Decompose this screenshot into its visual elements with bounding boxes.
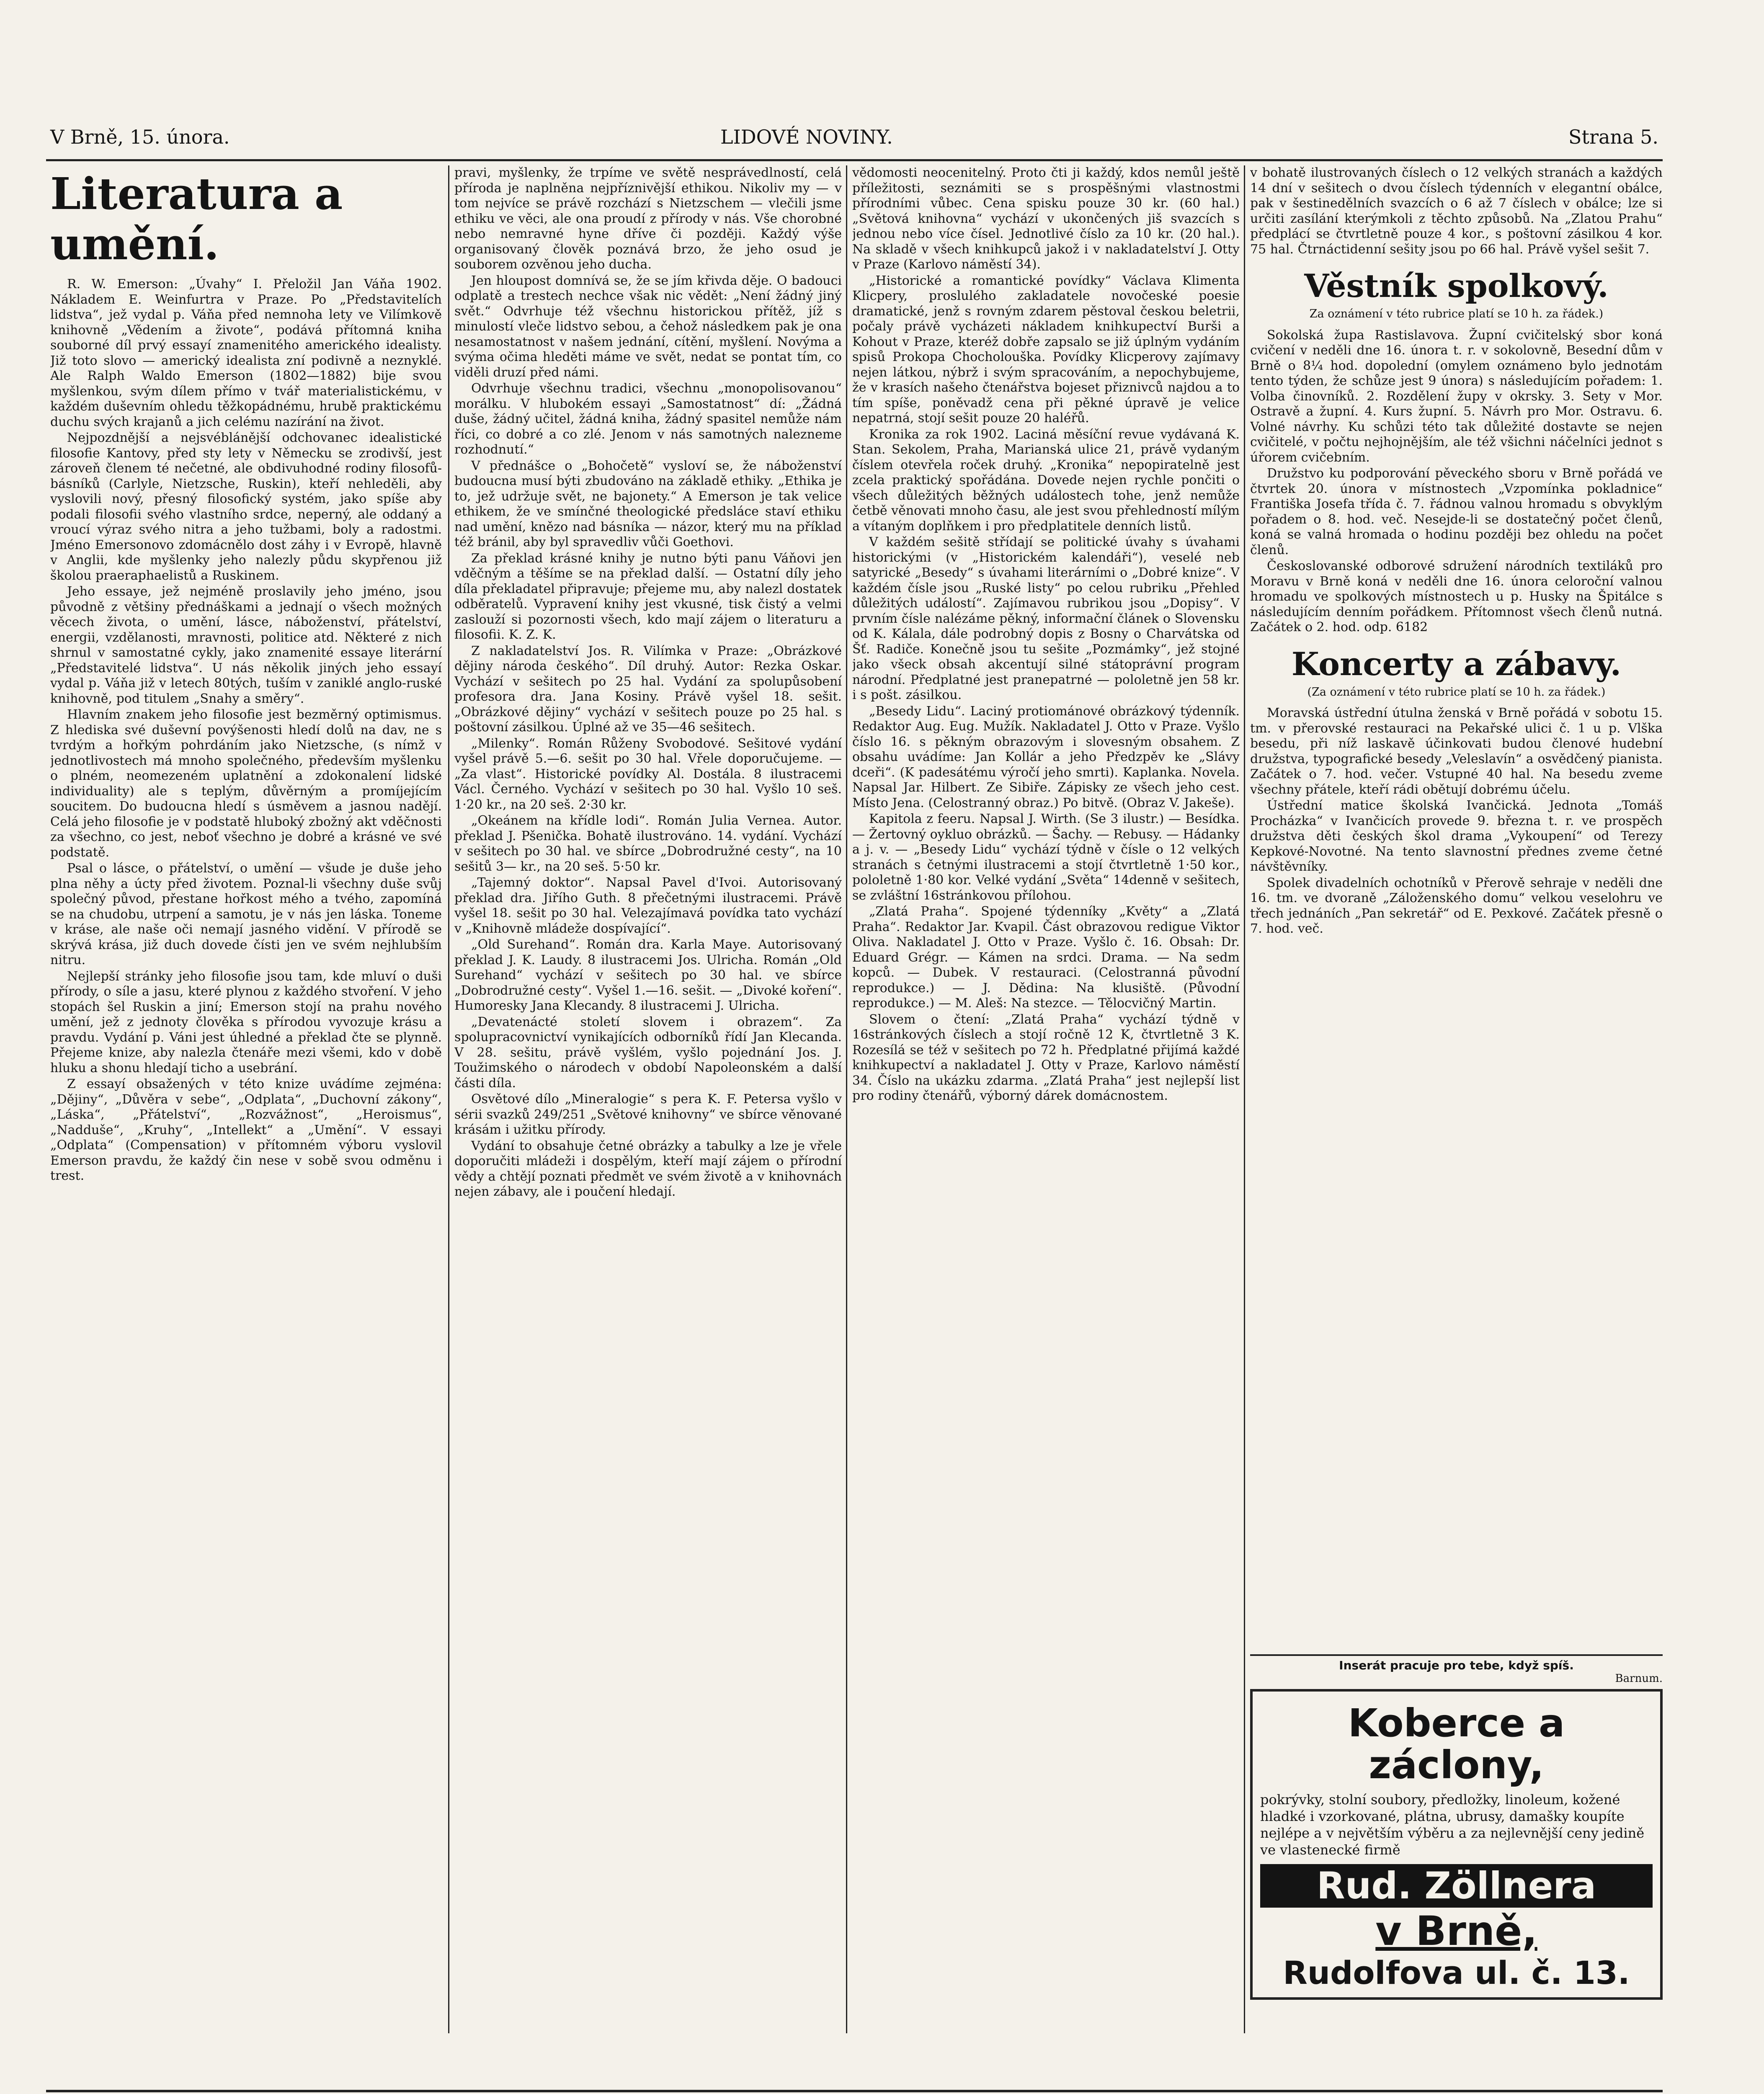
article-paragraph: Za překlad krásné knihy je nutno býti panu Váňovi jen vděčným a těšíme se na překlad další. — Ostatní díly jeho díla překladatel připravuje; přejeme mu, aby nalezl dostatek odběratelů. Vypravení knihy jest vkusné, tisk čistý a velmi zaslouží si pozornosti všech, kdo mají zájem o literaturu a filosofii. K. Z. K. (454, 551, 842, 642)
article-paragraph: Psal o lásce, o přátelství, o umění — všude je duše jeho plna něhy a úcty před životem. Poznal-li všechny duše svůj společný původ, přestane hořkost mého a tvého, zapomíná se na chudobu, utrpení a samotu, je v nás jen láska. Toneme v kráse, ale naše oči nemají jasného vidění. V přírodě se skrývá krása, již duch dovede čísti jen ve svém nejhlubším nitru. (50, 861, 442, 967)
header-newspaper-title: LIDOVÉ NOVINY. (720, 126, 893, 148)
article-paragraph: „Historické a romantické povídky“ Václava Klimenta Klicpery, proslulého zakladatele novočeské poesie dramatické, jenž s rovným zdarem pěstoval českou beletrii, počaly právě vycházeti nákladem knihkupectví Burši a Kohout v Praze, kteréž dobře zapsalo se již úplným vydáním spisů Prokopa Chocholouška. Povídky Klicperovy zajímavy nejen látkou, nýbrž i svým spracováním, a nepochybujeme, že v krasích našeho čtenářstva bojeset přiznivců najdou a to tím spíše, poněvadž cena při pěkné úpravě je velice nepatrná, stojí sešit pouze 20 haléřů. (852, 273, 1240, 426)
article-paragraph: Českoslovanské odborové sdružení národních textiláků pro Moravu v Brně koná v neděli dne 16. února celoroční valnou hromadu ve spolkových místnostech u p. Husky na Špitálce s následujícím denním pořádkem. Přítomnost všech členů nutná. Začátek o 2. hod. odp. 6182 (1250, 559, 1663, 634)
ad-serial: 6164 (1265, 1867, 1277, 1893)
article-paragraph: Kapitola z feeru. Napsal J. Wirth. (Se 3 ilustr.) — Besídka. — Žertovný oykluo obrázků. — Šachy. — Rebusy. — Hádanky a j. v. — „Besedy Lidu“ vychází týdně v čísle o 12 velkých stranách s četnými ilustracemi a stojí čtvrtletně 1·50 kor., pololetně 1·80 kor. Velké vydání „Světa“ 14denně v sešitech, se zvláštní 16stránkovou přílohou. (852, 812, 1240, 903)
article-paragraph: Slovem o čtení: „Zlatá Praha“ vychází týdně v 16stránkových číslech a stojí ročně 12 K, čtvrtletně 3 K. Rozesílá se též v sešitech po 72 h. Předplatné přijímá každé knihkupectví a nakladatel J. Otty v Praze, Karlovo náměstí 34. Číslo na ukázku zdarma. „Zlatá Praha“ jest nejlepší list pro rodiny čtenářů, výborný dárek domácnostem. (852, 1012, 1240, 1103)
article-paragraph: Odvrhuje všechnu tradici, všechnu „monopolisovanou“ morálku. V hlubokém essayi „Samostatnost“ dí: „Žádná duše, žádný učitel, žádná kniha, žádný spasitel nemůže nám říci, co dobré a co zlé. Jenom v nás samotných nalezneme rozhodnutí.“ (454, 381, 842, 457)
section-note: (Za oznámení v této rubrice platí se 10 h. za řádek.) (1307, 685, 1606, 699)
article-paragraph: „Zlatá Praha“. Spojené týdenníky „Květy“ a „Zlatá Praha“. Redaktor Jar. Kvapil. Část obrazovou redigue Viktor Oliva. Nakladatel J. Otto v Praze. Vyšlo č. 16. Obsah: Dr. Eduard Grégr. — Kámen na srdci. Drama. — Na sedm kopců. — Dubek. V restauraci. (Celostranná původní reprodukce.) — J. Dědina: Na klusiště. (Původní reprodukce.) — M. Aleš: Na stezce. — Tělocvičný Martin. (852, 904, 1240, 1011)
advertisement-zollner (1250, 1654, 1663, 2023)
article-paragraph: Sokolská župa Rastislavova. Župní cvičitelský sbor koná cvičení v neděli dne 16. února t. r. v sokolovně, Besední dům v Brně o 8¼ hod. dopolední (omylem oznámeno bylo jednotám tento týden, že schůze jest 9 února) s následujícím pořadem: 1. Volba činovníků. 2. Rozdělení župy v okrsky. 3. Sety v Mor. Ostravě a župní. 4. Kurs župní. 5. Návrh pro Mor. Ostravu. 6. Volné návrhy. Ku schůzi této tak důležité dostavte se nejen cvičitelé, v počtu nejhojnějším, ale též všichni náčelníci jednot s úřorem cvičebním. (1250, 328, 1663, 465)
article-paragraph: Z nakladatelství Jos. R. Vilímka v Praze: „Obrázkové dějiny národa českého“. Díl druhý. Autor: Rezka Oskar. Vychází v sešitech po 25 hal. Vydání za spolupůsobení profesora dra. Jana Kosiny. Právě vyšel 18. sešit. „Obrázkové dějiny“ vychází v sešitech pouze po 25 hal. s poštovní zásilkou. Úplné až ve 35—46 sešitech. (454, 643, 842, 735)
article-paragraph: Z essayí obsažených v této knize uvádíme zejména: „Dějiny“, „Důvěra v sebe“, „Odplata“, „Duchovní zákony“, „Láska“, „Přátelství“, „Rozvážnost“, „Heroismus“, „Nadduše“, „Kruhy“, „Intellekt“ a „Umění“. V essayi „Odplata“ (Compensation) v přítomném výboru vyslovil Emerson pravdu, že každý čin nese v sobě svou odměnu i trest. (50, 1077, 442, 1183)
article-paragraph: V každém sešitě střídají se politické úvahy s úvahami historickými (v „Historickém kalendáři“), veselé neb satyrické „Besedy“ s úvahami literárními o „Dobré knize“. V každém čísle jsou „Ruské listy“ po celou rubriku „Přehled důležitých událostí“. Zajímavou rubrikou jsou „Dopisy“. V prvním čísle nalézáme pěkný, informační článek o Slovensku od K. Kálala, dále podrobný dopis z Bosny o Charvátska od Šť. Radiče. Konečně jsou tu sešite „Pozmámky“, jež stojné jako všeck obsah akcentují silné státoprávní program národní. Předplatné jest pranepatrné — pololetně jen 58 kr. i s pošt. zásilkou. (852, 535, 1240, 702)
article-paragraph: Družstvo ku podporování pěveckého sboru v Brně pořádá ve čtvrtek 20. února v místnostech „Vzpomínka pokladnice“ Františka Josefa třída č. 7. řádnou valnou hromadu s obvyklým pořadem o 8. hod. več. Nesejde-li se dostatečný počet členů, koná se valná hromada o hodinu později bez ohledu na počet členů. (1250, 466, 1663, 557)
article-paragraph: Jen hloupost domnívá se, že se jím křivda děje. O badouci odplatě a trestech nechce však nic vědět: „Není žádný jiný svět.“ Odvrhuje též všechnu historickou přítěž, jíž s minulostí vleče lidstvo sebou, a čehož následkem pak je ona nesamostatnost v našem jednání, cítění, myšlení. Novýma a svýma očima hleděti máme ve svět, nedat se pontat tím, co viděli druzí před námi. (454, 273, 842, 380)
bank-rule (46, 2090, 1663, 2092)
article-paragraph: Spolek divadelních ochotníků v Přerově sehraje v neděli dne 16. tm. ve dvoraně „Záloženského domu“ velkou veselohru ve třech jednáních „Pan sekretář“ od E. Pexkové. Začátek přesně o 7. hod. več. (1250, 875, 1663, 936)
column-divider (448, 165, 449, 2033)
article-paragraph: Kronika za rok 1902. Laciná měsíční revue vydávaná K. Stan. Sekolem, Praha, Marianská ulice 21, právě vydaným číslem otevřela roček druhý. „Kronika“ nepopiratelně jest zcela praktický spořádána. Dovede nejen rychle pončiti o všech důležitých běžných událostech tohe, jenž nemůže četbě věnovati mnoho času, ale jest svou přehledností mílým a vítaným doplňkem i pro předplatitele denních listů. (852, 427, 1240, 534)
article-paragraph: Ústřední matice školská Ivančická. Jednota „Tomáš Procházka“ v Ivančicích provede 9. března t. r. ve prospěch družstva děti českých škol drama „Vykoupení“ od Terezy Kepkové-Novotné. Na tento slavnostní přednes zveme četné návštěvníky. (1250, 798, 1663, 874)
article-paragraph: Nejpozdnější a nejsvéblánější odchovanec idealistické filosofie Kantovy, před sty lety v Německu se zrodivší, jest zároveň členem té nečetné, ale obdivuhodné rodiny filosofů-básníků (Carlyle, Nietzsche, Ruskin), kteří nehleděli, aby vyslovili nový, přesný filosofický systém, jako spíše aby podali filosofii svého vlastního srdce, neperný, ale oddaný a vroucí výraz svého nitra a jeho tužbami, boly a radostmi. Jméno Emersonovo zdomácnělo dost záhy i v Evropě, hlavně v Anglii, kde myšlenky jeho nalezly půdu skypřenou již školou praeraphaelistů a Ruskinem. (50, 431, 442, 583)
ad-slogan: Inserát pracuje pro tebe, když spíš. (1339, 1658, 1574, 1672)
article-paragraph: „Devatenácté století slovem i obrazem“. Za spolupracovnictví vynikajících odborníků řídí Jan Klecanda. V 28. sešitu, právě vyšlém, vyšlo pojednání Jos. J. Toužimského o národech v období Napoleonském a další části díla. (454, 1014, 842, 1091)
ad-street: Rudolfova ul. č. 13. (1283, 1954, 1630, 1991)
article-paragraph: Vydání to obsahuje četné obrázky a tabulky a lze je vřele doporučiti mládeži i dospělým, kteří mají zájem o přírodní vědy a chtějí poznati předmět ve svém životě a v knihovnách nejen zábavy, ale i poučení hledají. (454, 1138, 842, 1199)
column-two (454, 165, 842, 2037)
section-title-literature: Literatura a umění. (50, 168, 343, 270)
page-header (50, 126, 1658, 159)
column-divider (1244, 165, 1245, 2033)
ad-firm-name: Rud. Zöllnera (1260, 1864, 1653, 1908)
ad-frame (1250, 1689, 1663, 2000)
article-paragraph: „Tajemný doktor“. Napsal Pavel d'Ivoi. Autorisovaný překlad dra. Jiřího Guth. 8 přečetnými ilustracemi. Právě vyšel 18. sešit po 30 hal. Velezajímavá povídka tato vychází v „Knihovně mládeže dospívající“. (454, 875, 842, 936)
section-title-vestnik: Věstník spolkový. (1304, 267, 1609, 304)
section-title-koncerty: Koncerty a zábavy. (1291, 645, 1622, 683)
header-rule (46, 159, 1663, 161)
article-paragraph: „Besedy Lidu“. Laciný protiománové obrázkový týdenník. Redaktor Aug. Eug. Mužík. Nakladatel J. Otto v Praze. Vyšlo číslo 16. s pěkným obrazovým i slovesným obsahem. Z obsahu uvádíme: Jan Kollár a jeho Předzpěv ke „Slávy dceři“. (K padesátému výročí jeho smrti). Kaplanka. Novela. Napsal Jar. Hilbert. Ze Sibiře. Zápisky ze všech jeho cest. Místo Jena. (Celostranný obraz.) Po bitvě. (Obraz V. Jakeše). (852, 704, 1240, 810)
column-divider (846, 165, 847, 2033)
column-three (852, 165, 1240, 2037)
article-paragraph: pravi, myšlenky, že trpíme ve světě nesprávedlností, celá příroda je naplněna nejpříznivější ethikou. Nikoliv my — v tom nejvíce se právě rozchází s Nietzschem — vlečili jsme ethiku ve věci, ale ona proudí z přírody v nás. Vše chorobné nebo nemravné hyne dříve či později. Každý výše organisovaný člověk poznává brzo, že jeho osud je souborem ozvěnou jeho ducha. (454, 165, 842, 272)
ad-headline: Koberce a záclony, (1348, 1701, 1565, 1787)
article-paragraph: Jeho essaye, jež nejméně proslavily jeho jméno, jsou původně z většiny přednáškami a jednají o všech možných věcech života, o umění, lásce, náboženství, přátelství, energii, vzdělanosti, mravnosti, politice atd. Některé z nich shrnul v samostatné cykly, jako znamenité essaye literární „Představitelé lidstva“. U nás několik jiných jeho essayí vydal p. Váňa již v letech 80tých, tuším v zaniklé anglo-ruské knihovně, pod titulem „Snahy a směry“. (50, 584, 442, 706)
header-page-number: Strana 5. (1568, 126, 1658, 148)
section-note: Za oznámení v této rubrice platí se 10 h. za řádek.) (1309, 307, 1604, 320)
article-paragraph: V přednášce o „Bohočetě“ vysloví se, že náboženství budoucna musí býti zbudováno na základě ethiky. „Ethika je to, jež udržuje svět, ne bajonety.“ A Emerson je tak velice ethikem, že ve smínčné theologické předsláce staví ethiku nad umění, knězo nad básníka — názor, který mu na příklad též bránil, aby byl spravedliv vůči Goethovi. (454, 458, 842, 549)
article-paragraph: „Okeánem na křídle lodi“. Román Julia Vernea. Autor. překlad J. Pšenička. Bohatě ilustrováno. 14. vydání. Vychází v sešitech po 30 hal. ve sbírce „Dobrodružné cesty“, na 10 sešitů 3— kr., na 20 seš. 5·50 kr. (454, 813, 842, 874)
ad-city: v Brně, (1375, 1908, 1537, 1955)
article-paragraph: Nejlepší stránky jeho filosofie jsou tam, kde mluví o duši přírody, o síle a jasu, které plynou z každého stvoření. V jeho stopách šel Ruskin a jiní; Emerson stojí na prahu nového umění, jež z jednoty člověka s přírodou vyvozuje krásu a pravdu. Vydání p. Váni jest úhledné a překlad čte se plynně. Přejeme knize, aby nalezla čtenáře mezi všemi, kdo v době hluku a shonu hledají ticho a usebrání. (50, 969, 442, 1075)
article-paragraph: Osvětové dílo „Mineralogie“ s pera K. F. Petersa vyšlo v sérii svazků 249/251 „Světové knihovny“ ve sbírce věnované krásám i užitku přírody. (454, 1092, 842, 1137)
header-date: V Brně, 15. února. (50, 126, 230, 148)
article-paragraph: Hlavním znakem jeho filosofie jest bezměrný optimismus. Z hlediska své duševní povýšenosti hledí dolů na dav, ne s tvrdým a hořkým pohrdáním jako Nietzsche, (s nímž v jednotlivostech má mnoho společného, především myšlenku o plném, neomezeném uplatnění a zdokonalení lidské individuality) ale s teplým, důvěrným a promíjejícím soucitem. Do budoucna hledí s úsměvem a jasnou nadějí. Celá jeho filosofie je v podstatě hluboký zbožný akt vděčnosti za všechno, co jest, neboť všechno je dobré a krásné ve své podstatě. (50, 707, 442, 860)
article-paragraph: v bohatě ilustrovaných číslech o 12 velkých stranách a každých 14 dní v sešitech o dvou číslech týdenních v elegantní obálce, pak v šestinedělních svazcích o 6 až 7 číslech v obálce; lze si určiti zasílání kterýmkoli z těchto způsobů. Na „Zlatou Prahu“ předplácí se čtvrtletně pouze 4 kor., s poštovní zásilkou 4 kor. 75 hal. Čtrnáctidenní sešity jsou po 66 hal. Právě vyšel sešit 7. (1250, 165, 1663, 257)
ad-rule (1250, 1654, 1663, 1656)
ad-slogan-author: Barnum. (1615, 1672, 1663, 1685)
article-paragraph: „Old Surehand“. Román dra. Karla Maye. Autorisovaný překlad J. K. Laudy. 8 ilustracemi Jos. Ulricha. Román „Old Surehand“ vychází v sešitech po 30 hal. ve sbírce „Dobrodružné cesty“. Vyšel 1.—16. sešit. — „Divoké koření“. Humoresky Jana Klecandy. 8 ilustracemi J. Ulricha. (454, 937, 842, 1013)
column-literature (50, 165, 442, 2037)
ad-body: pokrývky, stolní soubory, předložky, linoleum, kožené hladké i vzorkované, plátna, ubrusy, damašky koupíte nejlépe a v největším výběru a za nejlevnější ceny jedině ve vlastenecké firmě (1260, 1792, 1645, 1858)
article-paragraph: vědomosti neocenitelný. Proto čti ji každý, kdos nemůl ještě příležitosti, seznámiti se s prospěšnými vlastnostmi přírodními vůbec. Cena spisku pouze 30 kr. (60 hal.) „Světová knihovna“ vychází v ukončených jiš svazcích s jednou nebo více čísel. Jednotlivé číslo za 10 kr. (20 hal.). Na skladě v všech knihkupců jakož i v nakladatelství J. Otty v Praze (Karlovo náměstí 34). (852, 165, 1240, 272)
article-paragraph: Moravská ústřední útulna ženská v Brně pořádá v sobotu 15. tm. v přerovské restauraci na Pekařské ulici č. 1 u p. Vlška besedu, při níž laskavě účinkovati budou členové hudební družstva, typografické besedy „Veleslavín“ a osvědčený pianista. Začátek o 7. hod. večer. Vstupné 40 hal. Na besedu zveme všechny přátele, kteří rádi obětují dobrému účelu. (1250, 706, 1663, 797)
article-paragraph: „Milenky“. Román Růženy Svobodové. Sešitové vydání vyšel právě 5.—6. sešit po 30 hal. Vřele doporučujeme. — „Za vlast“. Historické povídky Al. Dostála. 8 ilustracemi Václ. Černého. Vychází v sešitech po 30 hal. Vyšlo 10 seš. 1·20 kr., na 20 seš. 2·30 kr. (454, 736, 842, 812)
article-paragraph: R. W. Emerson: „Úvahy“ I. Přeložil Jan Váňa 1902. Nákladem E. Weinfurtra v Praze. Po „Představitelích lidstva“, jež vydal p. Váňa před nemnoha lety ve Vilímkově knihovně „Vědením a živote“, podává přítomná kniha souborné díl prvý essayí znamenitého amerického idealisty. Již toto slovo — americký idealista zní podivně a neznyklé. Ale Ralph Waldo Emerson (1802—1882) bije svou myšlenkou, svým dílem přímo v tvář materialistickému, v každém duševním ohledu těžkopádnému, hrubě praktickému duchu svých krajanů a jich celému nazírání na život. (50, 277, 442, 429)
